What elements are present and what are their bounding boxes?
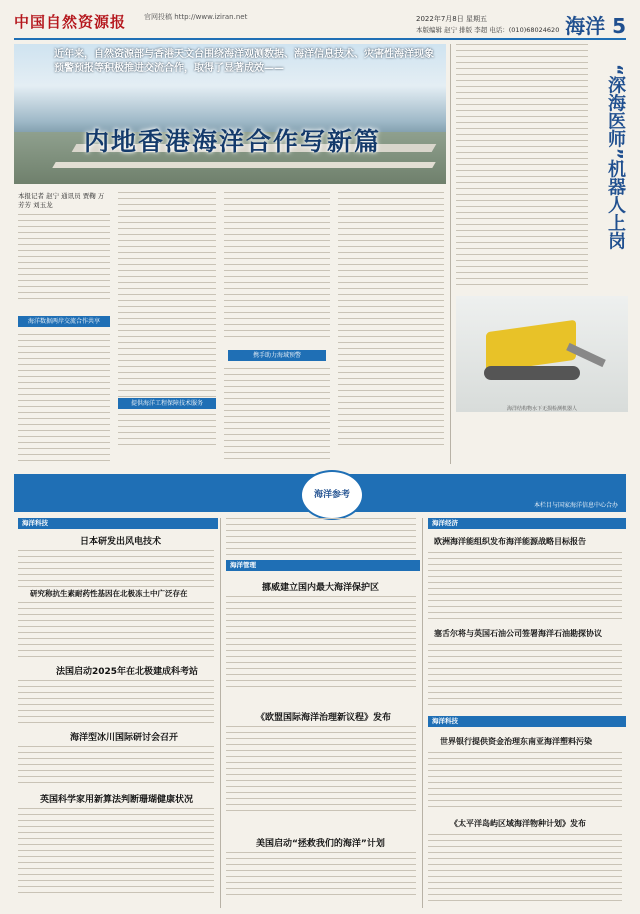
photo-caption: 海洋结构物水下无损检测机器人 <box>506 406 577 412</box>
section-label: 海洋科技 <box>18 518 218 529</box>
news-body <box>428 752 622 812</box>
subhead-tag: 携手助力海域预警 <box>228 350 326 361</box>
article-column <box>224 368 330 464</box>
issue-date: 2022年7月8日 星期五 <box>416 15 487 23</box>
news-body <box>226 596 416 692</box>
section-label: 海洋经济 <box>428 518 626 529</box>
robot-body <box>486 320 576 373</box>
news-body <box>18 602 214 662</box>
site-url: 官网投稿 http://www.iziran.net <box>144 13 248 21</box>
news-body <box>428 834 622 906</box>
byline: 本报记者 赵宁 通讯员 贾鞠 万芳芳 刘玉龙 <box>18 192 105 209</box>
column-divider <box>220 518 221 908</box>
editor-info: 本版编辑 赵宁 排版 李超 电话：(010)68024620 <box>416 26 560 34</box>
subhead-tag: 提供海洋工程保障技术服务 <box>118 398 216 409</box>
news-body <box>428 552 622 624</box>
news-headline: 世界银行提供资金治理东南亚海洋塑料污染 <box>440 737 592 746</box>
news-headline: 研究称抗生素耐药性基因在北极冻土中广泛存在 <box>30 589 188 598</box>
section-banner <box>14 474 626 512</box>
article-column <box>118 192 216 450</box>
news-body <box>18 808 214 898</box>
news-headline: 海洋型冰川国际研讨会召开 <box>70 733 179 743</box>
banner-note: 本栏目与国家海洋信息中心合办 <box>533 502 618 509</box>
robot-photo <box>456 296 628 412</box>
hero-runway <box>52 162 435 168</box>
hero-image <box>14 44 446 184</box>
paper-logo: 中国自然资源报 <box>14 13 127 31</box>
news-headline: 法国启动2025年在北极建成科考站 <box>56 667 199 677</box>
article-column <box>338 192 444 450</box>
hero-subtitle: 近年来，自然资源部与香港天文台围绕海洋观测数据、海洋信息技术、灾害性海洋现象预警预报等积极推进交流合作，取得了显著成效—— <box>54 49 434 74</box>
news-body <box>18 746 214 788</box>
feature-title: “深海医师”机器人上岗 <box>605 64 626 250</box>
section-title: 海洋 5 <box>565 14 626 38</box>
subhead-tag: 海洋数据两岸交流合作共享 <box>18 316 110 327</box>
column-divider <box>450 44 451 464</box>
news-headline: 美国启动“拯救我们的海洋”计划 <box>256 839 385 849</box>
section-label: 海洋管理 <box>226 560 420 571</box>
news-body <box>18 550 214 592</box>
article-column <box>18 334 110 466</box>
article-column <box>224 192 330 342</box>
robot-track <box>484 366 580 380</box>
news-body <box>226 852 416 900</box>
news-headline: 英国科学家用新算法判断珊瑚健康状况 <box>40 795 194 805</box>
article-column <box>18 214 110 304</box>
news-headline: 挪威建立国内最大海洋保护区 <box>262 583 380 593</box>
news-headline: 《太平洋岛屿区域海洋物种计划》发布 <box>450 819 586 828</box>
news-body <box>428 644 622 710</box>
column-logo: 海洋参考 <box>300 470 364 520</box>
news-body <box>18 680 214 728</box>
news-headline: 塞舌尔将与英国石油公司签署海洋石油勘探协议 <box>434 629 602 638</box>
column-divider <box>422 518 423 908</box>
news-body <box>226 518 416 560</box>
section-label: 海洋科技 <box>428 716 626 727</box>
news-headline: 《欧盟国际海洋治理新议程》发布 <box>256 713 392 723</box>
article-column <box>456 44 588 290</box>
news-headline: 欧洲海洋能组织发布海洋能源战略目标报告 <box>434 537 586 546</box>
news-body <box>226 726 416 816</box>
masthead <box>14 8 626 40</box>
hero-title: 内地香港海洋合作写新篇 <box>84 127 382 156</box>
news-headline: 日本研发出风电技术 <box>80 537 162 547</box>
